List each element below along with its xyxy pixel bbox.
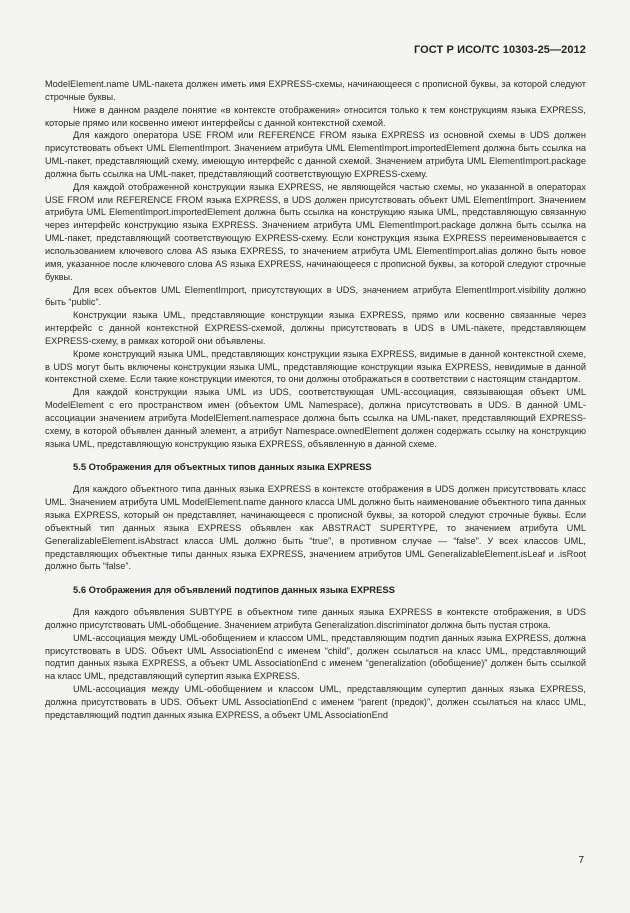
paragraph: Ниже в данном разделе понятие «в контексте отображения» относится только к тем конструкциям языка EXPRESS, которые прямо или косвенно имеют интерфейсы с данной контекстной схемой.: [45, 104, 586, 128]
paragraph: Для каждой отображенной конструкции языка EXPRESS, не являющейся частью схемы, но указанной в операторах USE FROM или REFERENCE FROM языка EXPRESS, в UDS должен присутствовать объект UML ElementImport. Значением атрибута UML ElementImport.importedElement должна быть ссылка на конструкцию языка UML, представляющую связанную через интерфейс конструкцию языка EXPRESS. Значением атрибута UML ElementImport.package должна быть ссылка на UML-пакет, представляющий соответствующую EXPRESS-схему. Если конструкция языка EXPRESS переименовывается с использованием ключевого слова AS языка EXPRESS, то значением атрибута UML ElementImport.alias должно быть новое имя, указанное после ключевого слова AS языка EXPRESS, начинающееся с прописной буквы, за которой следуют строчные буквы.: [45, 181, 586, 282]
section-heading-5-6: 5.6 Отображения для объявлений подтипов данных языка EXPRESS: [73, 584, 395, 596]
paragraph: Для каждого объектного типа данных языка EXPRESS в контексте отображения в UDS должен присутствовать класс UML. Значением атрибута UML ModelElement.name данного класса UML должно быть наименование объектного типа данных языка EXPRESS, который он представляет, начинающееся с прописной буквы, за которой следуют строчные буквы. Если объектный тип данных языка EXPRESS объявлен как ABSTRACT SUPERTYPE, то значением атрибута UML GeneralizableElement.isAbstract класса UML должно быть “true”, в противном случае — “false”. У всех классов UML, представляющих объектные типы данных языка EXPRESS, значением атрибутов UML GeneralizableElement.isLeaf и .isRoot должно быть “false”.: [45, 484, 586, 572]
page-number: 7: [578, 855, 584, 866]
paragraph: Для всех объектов UML ElementImport, присутствующих в UDS, значением атрибута ElementImport.visibility должно быть “public”.: [45, 284, 586, 308]
document-body: [45, 78, 586, 722]
paragraph: UML-ассоциация между UML-обобщением и классом UML, представляющим супертип данных языка EXPRESS, должна присутствовать в UDS. Объект UML AssociationEnd с именем “parent (предок)”, должен ссылаться на класс UML, представляющий подтип данных языка EXPRESS, а объект UML AssociationEnd: [45, 684, 586, 720]
paragraph: UML-ассоциация между UML-обобщением и классом UML, представляющим подтип данных языка EXPRESS, должна присутствовать в UDS. Объект UML AssociationEnd с именем “child”, должен ссылаться на класс UML, представляющий подтип данных языка EXPRESS, а объект UML AssociationEnd с именем “generalization (обобщение)” должен быть ссылкой на класс UML, представляющий супертип языка EXPRESS.: [45, 632, 586, 682]
section-heading-5-5: 5.5 Отображения для объектных типов данных языка EXPRESS: [73, 461, 372, 473]
paragraph: Для каждого объявления SUBTYPE в объектном типе данных языка EXPRESS в контексте отображения, в UDS должно присутствовать UML-обобщение. Значением атрибута Generalization.discriminator должна быть пустая строка.: [45, 607, 586, 630]
paragraph: Конструкции языка UML, представляющие конструкции языка EXPRESS, прямо или косвенно связанные через интерфейс с данной контекстной EXPRESS-схемой, должны присутствовать в UDS в UML-пакете, представляющем EXPRESS-схему, в рамках которой они объявлены.: [45, 310, 586, 346]
paragraph: Кроме конструкций языка UML, представляющих конструкции языка EXPRESS, видимые в данной контекстной схеме, в UDS могут быть включены конструкции языка UML, представляющие конструкции языка EXPRESS, невидимые в данной контекстной схеме. Если такие конструкции имеются, то они должны отображаться в соответствии с настоящим стандартом.: [45, 348, 586, 385]
standard-header: ГОСТ Р ИСО/ТС 10303-25—2012: [413, 44, 586, 56]
paragraph: Для каждого оператора USE FROM или REFERENCE FROM языка EXPRESS из основной схемы в UDS должен присутствовать объект UML ElementImport. Значением атрибута UML ElementImport.importedElement должна быть ссылка на UML-пакет, представляющий схему, имеющую интерфейс с данной схемой. Значением атрибута UML ElementImport.package должна быть ссылка на UML-пакет, представляющий соответствующую EXPRESS-схему.: [45, 130, 586, 179]
paragraph: Для каждой конструкции языка UML из UDS, соответствующая UML-ассоциация, связывающая объект UML ModelElement с его пространством имен (объектом UML Namespace), должна присутствовать в UDS. В данной UML-ассоциации значением атрибута ModelElement.namespace должна быть ссылка на UML-пакет, представляющий EXPRESS-схему, в которой объявлен данный элемент, а атрибут Namespace.ownedElement должен содержать ссылку на конструкцию языка UML, представляющую конструкцию языка EXPRESS, объявленную в данной схеме.: [45, 387, 586, 449]
paragraph: ModelElement.name UML-пакета должен иметь имя EXPRESS-схемы, начинающееся с прописной буквы, за которой следуют строчные буквы.: [45, 79, 586, 102]
